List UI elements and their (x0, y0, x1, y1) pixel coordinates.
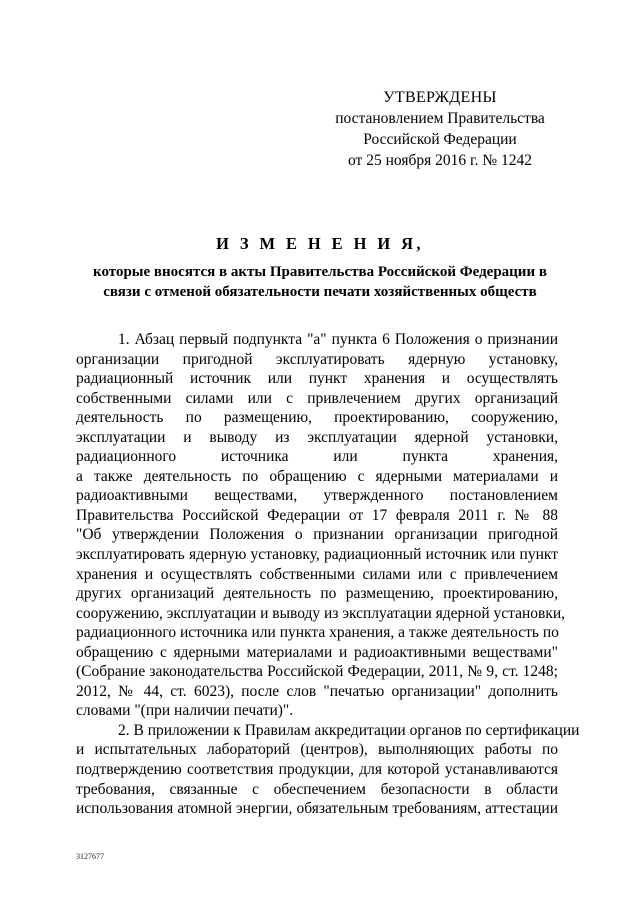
subtitle-line-1: которые вносятся в акты Правительства Российской Федерации в (93, 264, 547, 280)
body-line: радиационного источника или пункта хранения, а также деятельность по (76, 624, 559, 642)
body-line: и испытательных лабораторий (центров), выполняющих работы по (76, 741, 558, 759)
document-code: 3127677 (76, 852, 104, 861)
body-line: а также деятельность по обращению с ядерными материалами и (76, 467, 558, 485)
body-line: эксплуатации и выводу из эксплуатации ядерной установки, (76, 428, 558, 446)
body-line: (Собрание законодательства Российской Федерации, 2011, № 9, ст. 1248; (76, 663, 558, 681)
body-line: подтверждению соответствия продукции, для которой устанавливаются (76, 761, 558, 779)
approval-line-3: от 25 ноября 2016 г. № 1242 (348, 152, 532, 169)
body-line: других организаций деятельность по размещению, проектированию, (76, 585, 558, 603)
body-line: "Об утверждении Положения о признании организации пригодной (76, 526, 558, 544)
body-line: словами "(при наличии печати)". (76, 702, 294, 720)
document-body (76, 330, 580, 819)
body-line: Правительства Российской Федерации от 17 февраля 2011 г. № 88 (76, 506, 558, 524)
approval-line-2: Российской Федерации (363, 131, 517, 148)
body-line: организации пригодной эксплуатировать ядерную установку, (76, 350, 558, 368)
body-line: радиационного источника или пункта хранения, (76, 448, 558, 466)
body-line: требования, связанные с обеспечением безопасности в области (76, 780, 558, 798)
body-line: собственными силами или с привлечением других организаций (76, 389, 558, 407)
body-line: радиационный источник или пункт хранения и осуществлять (76, 370, 558, 388)
body-line: использования атомной энергии, обязательным требованиям, аттестации (76, 800, 558, 818)
body-line: эксплуатировать ядерную установку, радиационный источник или пункт (76, 546, 558, 564)
approval-title: УТВЕРЖДЕНЫ (383, 89, 497, 106)
body-line: сооружению, эксплуатации и выводу из эксплуатации ядерной установки, (76, 604, 566, 622)
body-line: радиоактивными веществами, утвержденного постановлением (76, 487, 558, 505)
document-title: И З М Е Н Е Н И Я, (216, 234, 424, 253)
approval-block (320, 87, 560, 171)
body-line: 2. В приложении к Правилам аккредитации органов по сертификации (118, 721, 580, 739)
subtitle-line-2: связи с отменой обязательности печати хозяйственных обществ (103, 284, 537, 300)
body-line: обращению с ядерными материалами и радиоактивными веществами" (76, 643, 558, 661)
approval-line-1: постановлением Правительства (335, 110, 545, 127)
body-line: деятельность по размещению, проектированию, сооружению, (76, 409, 558, 427)
body-line: хранения и осуществлять собственными силами или с привлечением (76, 565, 558, 583)
body-line: 1. Абзац первый подпункта "а" пункта 6 Положения о признании (118, 331, 558, 348)
body-line: 2012, № 44, ст. 6023), после слов "печатью организации" дополнить (76, 682, 558, 700)
document-subtitle (60, 262, 580, 302)
